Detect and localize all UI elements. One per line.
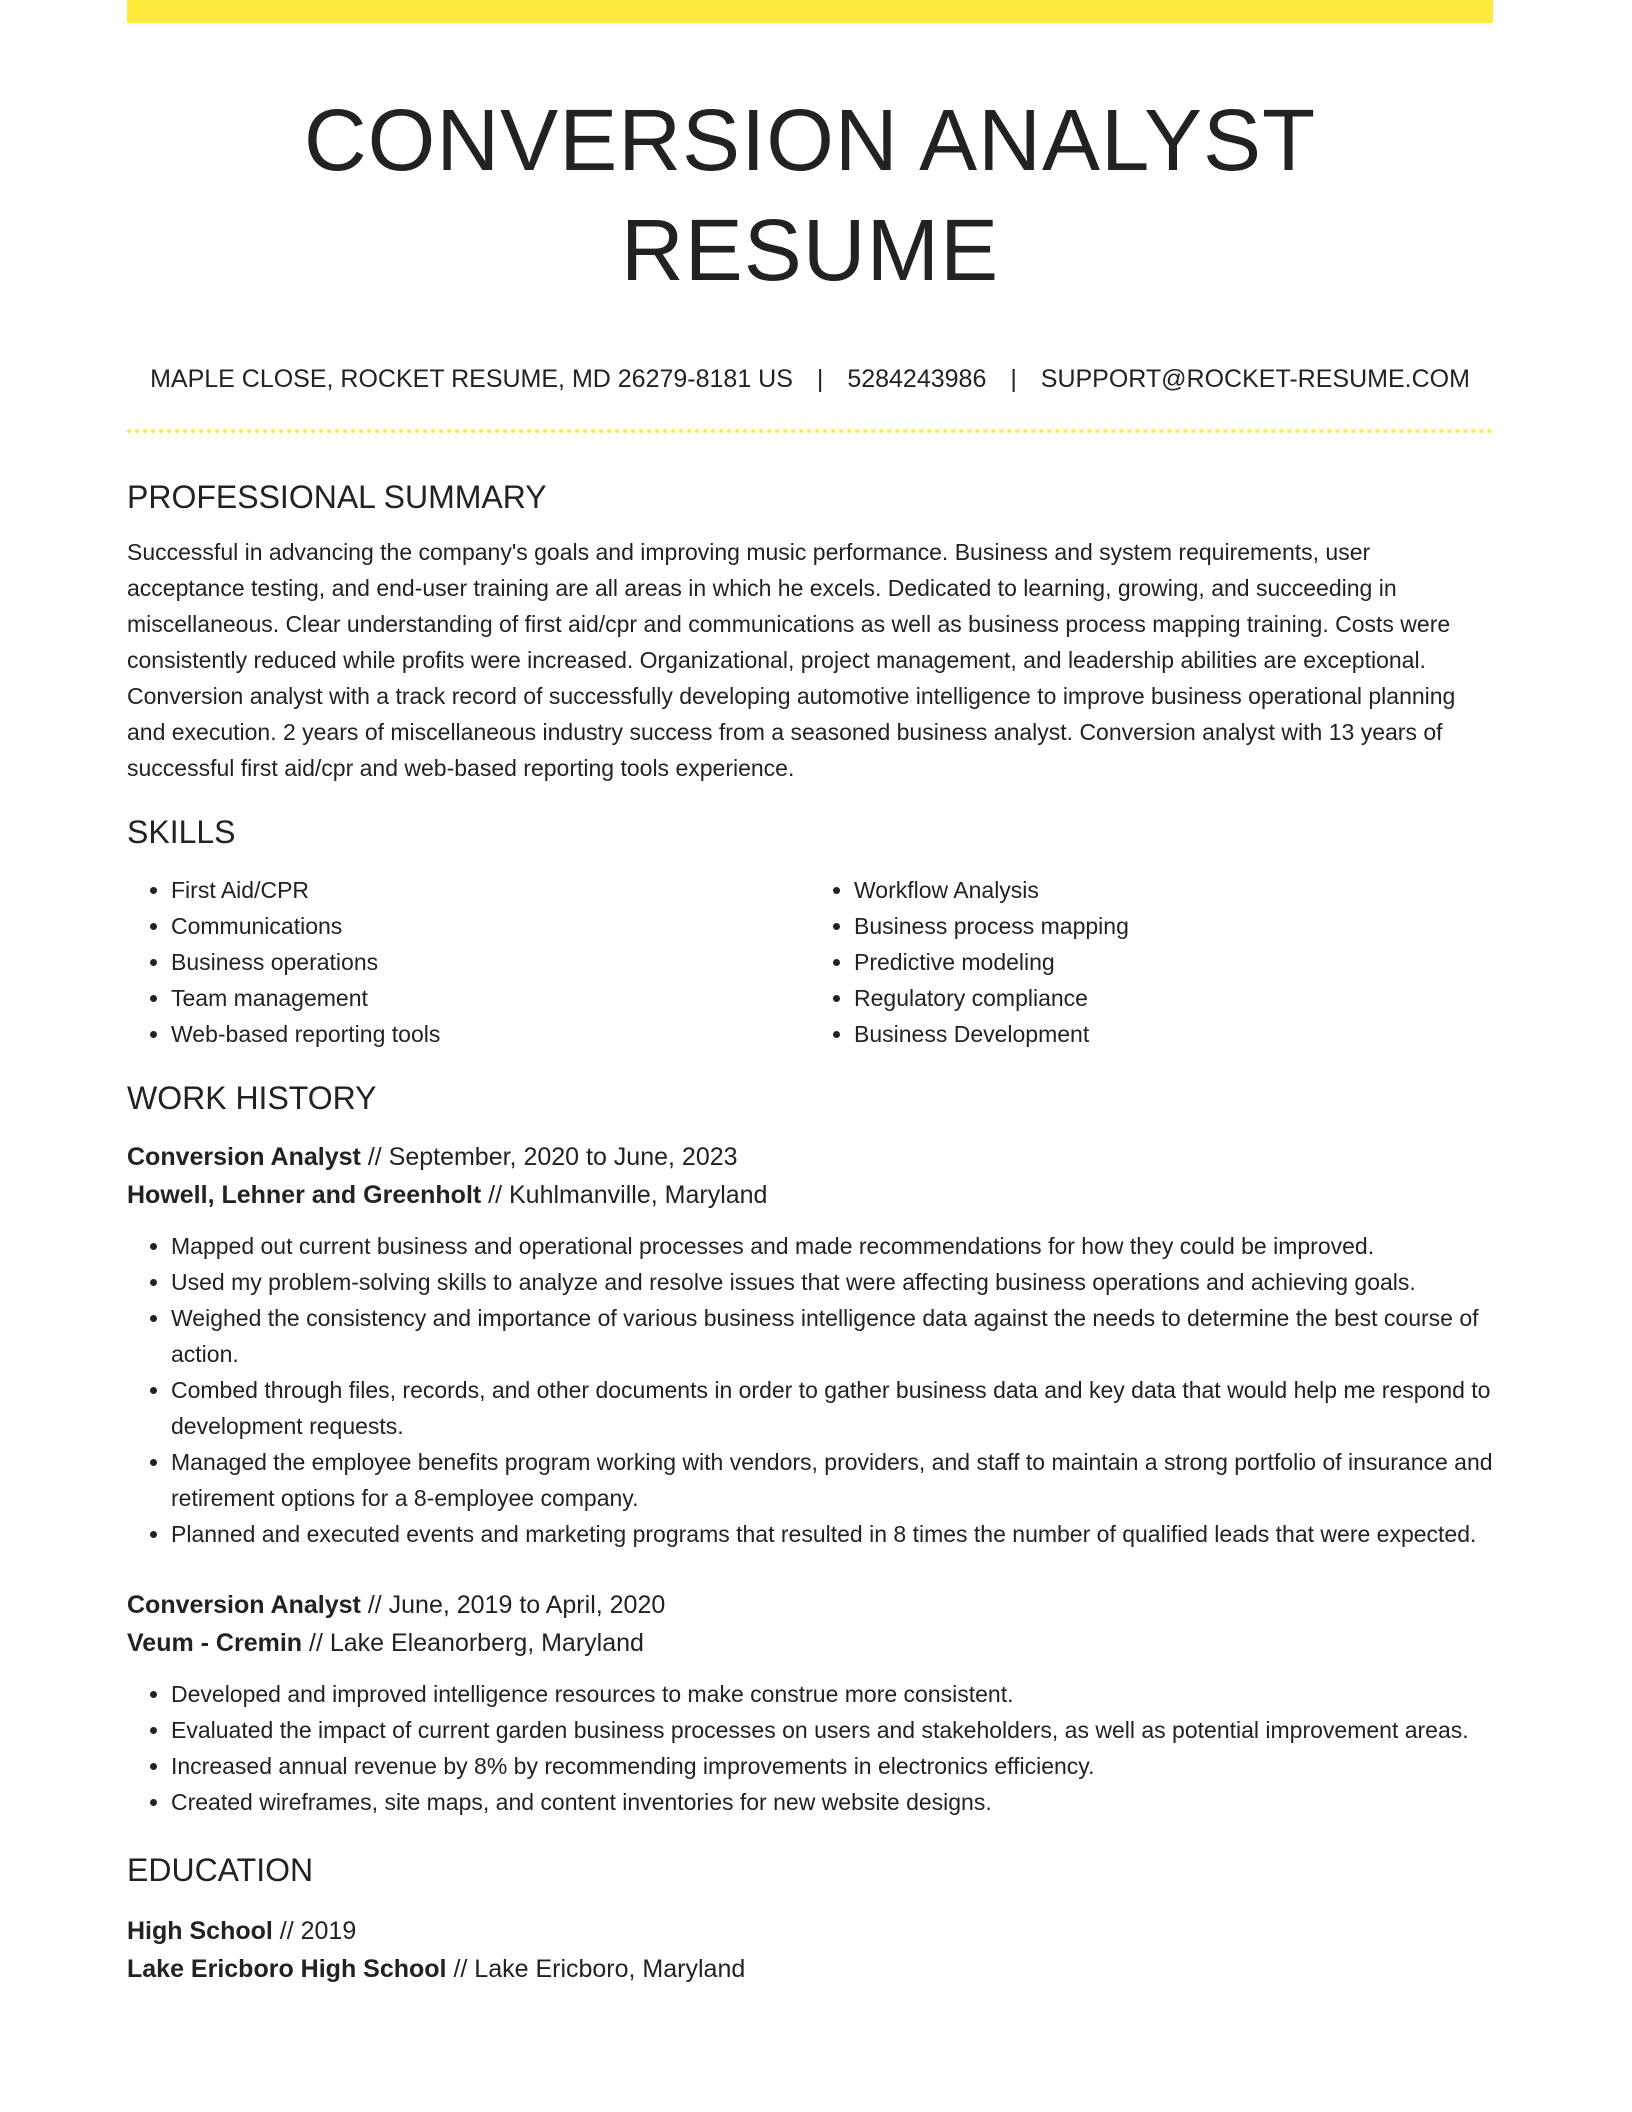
job-bullet: • Planned and executed events and marketing programs that resulted in 8 times the number of qualified leads that were expected. — [171, 1516, 1493, 1552]
skill-item: • Predictive modeling — [854, 944, 1493, 980]
skill-item: • Team management — [171, 980, 810, 1016]
skills-column-right — [810, 872, 1493, 1052]
education-heading: EDUCATION — [127, 1852, 314, 1888]
job-bullet: • Managed the employee benefits program working with vendors, providers, and staff to maintain a strong portfolio of insurance and retirement options for a 8-employee company. — [171, 1444, 1493, 1516]
resume-page — [127, 0, 1493, 1988]
job-company-line — [127, 1624, 1493, 1662]
job-title: Conversion Analyst — [127, 1591, 361, 1619]
job-location: // Kuhlmanville, Maryland — [488, 1181, 768, 1209]
job-bullet: • Increased annual revenue by 8% by recommending improvements in electronics efficiency. — [171, 1748, 1493, 1784]
education-degree-line — [127, 1912, 1493, 1950]
job-company: Howell, Lehner and Greenholt — [127, 1181, 482, 1209]
job-title-line — [127, 1586, 1493, 1624]
summary-text: Successful in advancing the company's goals and improving music performance. Business and system requirements, user acceptance testing, and end-user training are all areas in which he excels. Dedicated to learning, growing, and succeeding in miscellaneous. Clear understanding of first aid/cpr and communications as well as business process mapping training. Costs were consistently reduced while profits were increased. Organizational, project management, and leadership abilities are exceptional. Conversion analyst with a track record of successfully developing automotive intelligence to improve business operational planning and execution. 2 years of miscellaneous industry success from a seasoned business analyst. Conversion analyst with 13 years of successful first aid/cpr and web-based reporting tools experience. — [127, 539, 1456, 781]
skill-item: • Web-based reporting tools — [171, 1016, 810, 1052]
job-bullet: • Mapped out current business and operational processes and made recommendations for how they could be improved. — [171, 1228, 1493, 1264]
skill-item: • Business operations — [171, 944, 810, 980]
skill-item: • Regulatory compliance — [854, 980, 1493, 1016]
contact-separator: | — [816, 365, 824, 393]
skill-item: • Business Development — [854, 1016, 1493, 1052]
education-entry — [127, 1912, 1493, 1988]
job-bullet: • Created wireframes, site maps, and content inventories for new website designs. — [171, 1784, 1493, 1820]
contact-address: MAPLE CLOSE, ROCKET RESUME, MD 26279-8181 US — [150, 365, 793, 393]
job-dates: // June, 2019 to April, 2020 — [367, 1591, 666, 1619]
job-bullet: • Used my problem-solving skills to analyze and resolve issues that were affecting business operations and achieving goals. — [171, 1264, 1493, 1300]
contact-email: SUPPORT@ROCKET-RESUME.COM — [1040, 365, 1470, 393]
contact-separator: | — [1010, 365, 1017, 393]
skills-grid — [127, 872, 1493, 1052]
job-bullet: • Developed and improved intelligence resources to make construe more consistent. — [171, 1676, 1493, 1712]
education-degree: High School — [127, 1917, 273, 1945]
contact-phone: 5284243986 — [847, 365, 987, 393]
job-company-line — [127, 1176, 1493, 1214]
job-bullet-list — [127, 1676, 1493, 1820]
job-dates: // September, 2020 to June, 2023 — [367, 1143, 738, 1171]
education-location: // Lake Ericboro, Maryland — [453, 1955, 746, 1983]
resume-title: CONVERSION ANALYST RESUME — [303, 92, 1317, 299]
education-year: // 2019 — [279, 1917, 357, 1945]
skills-column-left — [127, 872, 810, 1052]
job-bullet-list — [127, 1228, 1493, 1552]
top-accent-bar — [127, 0, 1493, 23]
job-title-line — [127, 1138, 1493, 1176]
job-bullet: • Combed through files, records, and other documents in order to gather business data and key data that would help me respond to development requests. — [171, 1372, 1493, 1444]
dotted-divider — [127, 429, 1493, 433]
job-bullet: • Weighed the consistency and importance of various business intelligence data against the needs to determine the best course of action. — [171, 1300, 1493, 1372]
skills-heading: SKILLS — [127, 814, 236, 850]
skill-item: • Workflow Analysis — [854, 872, 1493, 908]
job-title: Conversion Analyst — [127, 1143, 361, 1171]
job-company: Veum - Cremin — [127, 1629, 303, 1657]
education-school: Lake Ericboro High School — [127, 1955, 447, 1983]
contact-line — [127, 363, 1493, 395]
job-bullet: • Evaluated the impact of current garden business processes on users and stakeholders, as well as potential improvement areas. — [171, 1712, 1493, 1748]
job-location: // Lake Eleanorberg, Maryland — [309, 1629, 644, 1657]
job-entry — [127, 1586, 1493, 1820]
skill-item: • Communications — [171, 908, 810, 944]
summary-heading: PROFESSIONAL SUMMARY — [127, 479, 547, 515]
work-history-heading: WORK HISTORY — [127, 1080, 377, 1116]
skill-item: • Business process mapping — [854, 908, 1493, 944]
skill-item: • First Aid/CPR — [171, 872, 810, 908]
job-entry — [127, 1138, 1493, 1552]
education-school-line — [127, 1950, 1493, 1988]
